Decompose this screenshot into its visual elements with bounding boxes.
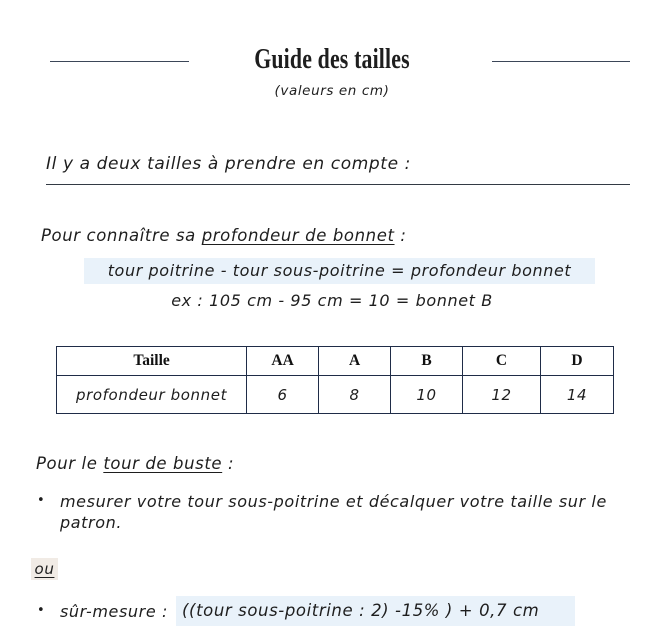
table-header-cell: C	[463, 347, 541, 376]
page-subtitle: (valeurs en cm)	[274, 83, 390, 99]
table-cell: 10	[391, 376, 463, 414]
bullet-icon: •	[37, 603, 45, 618]
table-header-cell: A	[319, 347, 391, 376]
bust-heading-term: tour de buste	[103, 454, 223, 473]
table-header-cell: Taille	[57, 347, 247, 376]
table-cell: 8	[319, 376, 391, 414]
table-header-cell: D	[540, 347, 613, 376]
or-text: ou	[34, 560, 55, 578]
intro-text: Il y a deux tailles à prendre en compte :	[46, 154, 411, 174]
cup-heading-prefix: Pour connaître sa	[41, 226, 202, 245]
cup-heading-suffix: :	[394, 226, 407, 245]
table-header-cell: B	[391, 347, 463, 376]
size-table-header-row	[57, 347, 614, 376]
bust-heading-suffix: :	[222, 454, 235, 473]
table-cell: profondeur bonnet	[57, 376, 247, 414]
page-title: Guide des tailles	[254, 44, 410, 75]
intro-divider	[46, 184, 630, 185]
bust-custom-formula: ((tour sous-poitrine : 2) -15% ) + 0,7 cm	[176, 596, 575, 626]
bust-heading-prefix: Pour le	[36, 454, 104, 473]
or-label	[31, 558, 58, 580]
table-cell: 14	[540, 376, 613, 414]
bust-bullet-custom-label: sûr-mesure :	[60, 602, 168, 621]
cup-depth-formula: tour poitrine - tour sous-poitrine = profondeur bonnet	[84, 258, 595, 284]
table-header-cell: AA	[247, 347, 319, 376]
size-table	[56, 346, 614, 414]
cup-depth-heading	[41, 225, 407, 247]
cup-heading-term: profondeur de bonnet	[201, 226, 395, 245]
table-row	[57, 376, 614, 414]
cup-depth-example: ex : 105 cm - 95 cm = 10 = bonnet B	[171, 291, 493, 310]
bullet-icon: •	[37, 493, 45, 508]
bust-heading	[36, 453, 234, 475]
table-cell: 12	[463, 376, 541, 414]
bust-bullet-measure: mesurer votre tour sous-poitrine et décalquer votre taille sur le patron.	[60, 492, 607, 532]
title-rule-right	[492, 61, 630, 62]
table-cell: 6	[247, 376, 319, 414]
